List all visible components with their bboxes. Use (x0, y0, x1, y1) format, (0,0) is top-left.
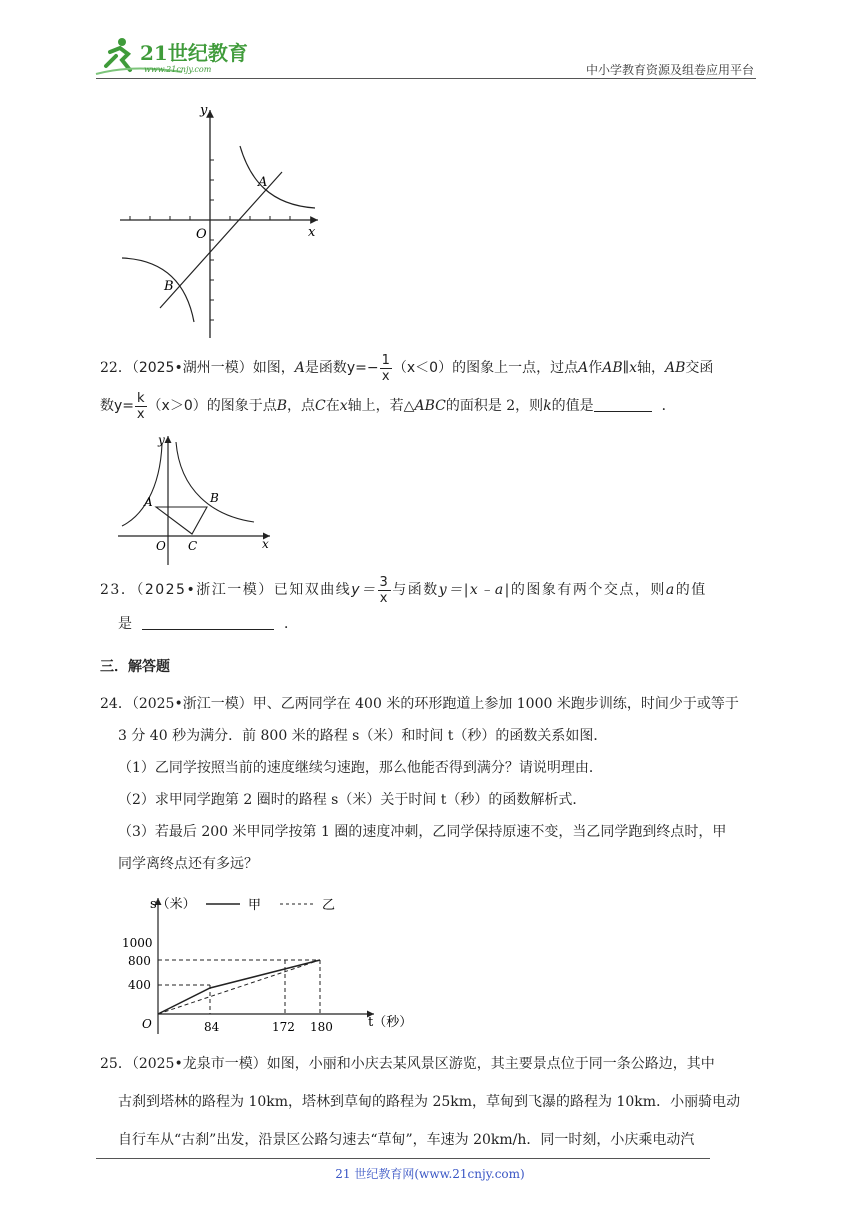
ytick-800: 800 (128, 954, 151, 968)
series-yi (158, 960, 320, 1014)
hyperbola-branch-left (122, 258, 194, 322)
footer-divider (96, 1158, 710, 1159)
fraction-3-over-x: $\frac{3}{x}$ (379, 574, 390, 606)
line-ab (160, 172, 282, 308)
fig2-origin-label: O (156, 539, 166, 553)
logo-url: www.21cnjy.com (144, 65, 212, 74)
question-24: 24．（2025•浙江一模）甲、乙两同学在 400 米的环形跑道上参加 1000 米跑步训练，时间少于或等于 3 分 40 秒为满分．前 800 米的路程 s（米）和时间 t（秒）的函数关系如图． （1）乙同学按照当前的速度继续匀速跑，那么他能否得到满分？请说明理由． （2）求甲同学跑第 2 圈时的路程 s（米）关于时间 t（秒）的函数解析式． （3）若最后 200 米甲同学按第 1 圈的速度冲刺，乙同学保持原速不变，当乙同学跑到终点时，甲 同学离终点还有多远？ (100, 696, 739, 872)
figure-hyperbola-line (110, 100, 330, 345)
fig1-x-label: x (308, 225, 316, 240)
ytick-1000: 1000 (122, 936, 153, 950)
fig2-point-c: C (188, 539, 198, 553)
fig3-origin: O (142, 1017, 152, 1031)
legend-yi: 乙 (322, 898, 336, 913)
fig3-x-label: t（秒） (368, 1015, 413, 1030)
header-platform-text: 中小学教育资源及组卷应用平台 (585, 63, 754, 77)
fraction-neg1-over-x: $\frac{1}{x}$ (381, 352, 390, 384)
fig2-y-label: y (158, 433, 165, 447)
fig1-point-b: B (164, 279, 174, 294)
site-logo (92, 34, 262, 78)
fraction-k-over-x: $\frac{k}{x}$ (136, 390, 145, 422)
figure-triangle-abc (112, 430, 280, 565)
header-divider (96, 78, 756, 79)
fig3-y-label: s（米） (150, 897, 196, 912)
footer-link[interactable]: 21 世纪教育网(www.21cnjy.com) (335, 1167, 525, 1181)
answer-blank-22[interactable] (594, 396, 652, 412)
fig1-y-label: y (200, 103, 208, 118)
figure-distance-time (112, 888, 422, 1038)
xtick-84: 84 (204, 1020, 220, 1034)
ytick-400: 400 (128, 978, 151, 992)
xtick-172: 172 (272, 1020, 295, 1034)
logo-text: 21世纪教育 (140, 41, 248, 65)
fig1-point-a: A (258, 175, 268, 190)
fig2-x-label: x (262, 537, 269, 551)
fig2-point-a: A (144, 495, 153, 509)
fig2-point-b: B (210, 491, 219, 505)
question-22: 22．（2025•湖州一模）如图，A是函数y=− $\frac{1}{x}$ （x＜0）的图象上一点，过点A作AB∥x轴，AB交函 数y= $\frac{k}{x}$ （x＞0）的图象于点B，点C在x轴上，若△ABC的面积是 2，则k的值是 ． (100, 352, 714, 422)
answer-blank-23[interactable] (142, 614, 274, 630)
legend-jia: 甲 (248, 898, 262, 913)
fig1-origin-label: O (196, 227, 207, 242)
question-23: 23．（2025•浙江一模）已知双曲线y＝ $\frac{3}{x}$ 与函数y＝|x﹣a|的图象有两个交点，则a的值 是 ． (100, 574, 707, 632)
section-heading: 三．解答题 (100, 659, 170, 675)
triangle-abc (156, 507, 207, 534)
xtick-180: 180 (310, 1020, 333, 1034)
question-25: 25．（2025•龙泉市一模）如图，小丽和小庆去某风景区游览，其主要景点位于同一条公路边，其中 古刹到塔林的路程为 10km，塔林到草甸的路程为 25km，草甸到飞瀑的路程为 10km．小丽骑电动 自行车从“古刹”出发，沿景区公路匀速去“草甸”，车速为 20km/h．同一时刻，小庆乘电动汽 (100, 1056, 741, 1148)
